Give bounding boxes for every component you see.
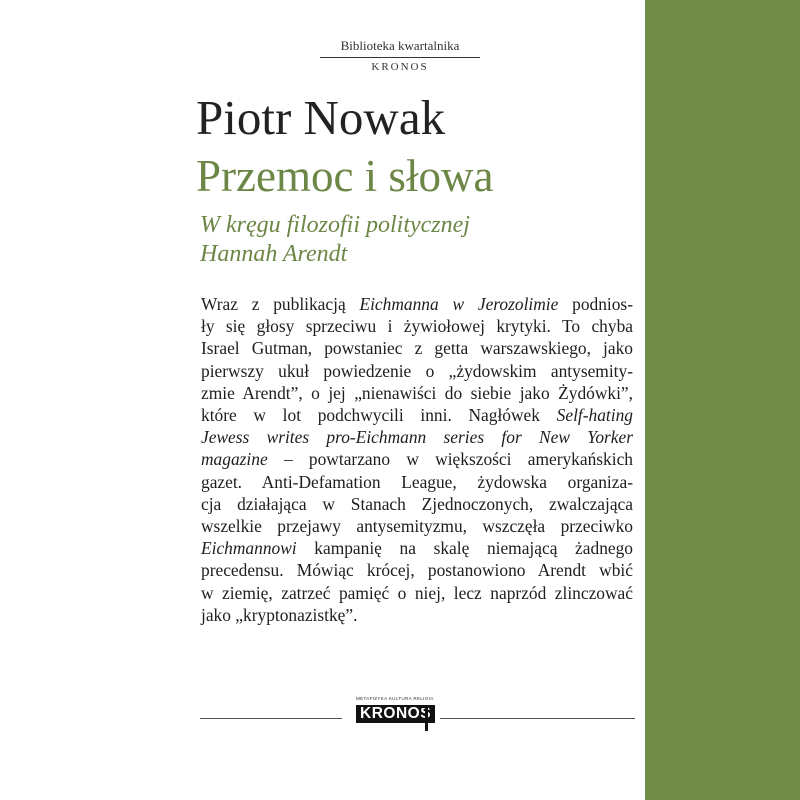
blurb-segment: Wraz z publikacją [201,294,360,314]
blurb-line [201,582,633,604]
blurb-italic-segment: Self-hating [556,405,633,426]
logo-bracket-mark [420,705,428,731]
publisher-rule-right [440,718,635,719]
blurb-text [201,293,633,626]
blurb-segment: pierwszy ukuł powiedzenie o „żydowskim antysemity- [201,360,633,381]
series-name: Biblioteka kwartalnika [340,38,460,53]
blurb-line [201,337,633,359]
blurb-segment: w ziemię, zatrzeć pamięć o niej, lecz naprzód zlinczować [201,582,633,603]
publisher-rule-left [200,718,342,719]
blurb-line [201,426,633,448]
blurb-italic-segment: Jewess writes pro-Eichmann series for New Yorker [201,427,633,448]
publisher-tagline: METAFIZYKA KULTURA RELIGIA [356,696,434,701]
blurb-segment: precedensu. Mówiąc krócej, postanowiono Arendt wbić [201,560,633,581]
publisher-logo-word: KRONOS [356,705,435,723]
blurb-italic-segment: Eichmanna w Jerozolimie [359,294,559,314]
publisher-logo [354,696,436,736]
blurb-line [201,604,633,626]
blurb-segment: kampanię na skalę niemającą żadnego [296,538,633,559]
series-brand: KRONOS [371,61,429,73]
series-header [320,38,480,74]
blurb-line [201,559,633,581]
author-name: Piotr Nowak [196,90,446,145]
blurb-segment: zmie Arendt”, o jej „nienawiści do siebie jako Żydówki”, [201,382,633,403]
blurb-segment: cja działająca w Stanach Zjednoczonych, zwalczająca [201,493,633,514]
blurb-segment: ły się głosy sprzeciwu i żywiołowej krytyki. To chyba [201,316,633,337]
blurb-segment: – powtarzano w większości amerykańskich [267,449,633,470]
book-title: Przemoc i słowa [196,151,494,201]
blurb-segment: gazet. Anti-Defamation League, żydowska organiza- [201,471,633,492]
blurb-italic-segment: Eichmannowi [201,538,297,559]
blurb-line [201,360,633,382]
blurb-segment: podnios- [558,294,633,314]
blurb-segment: które w lot podchwycili inni. Nagłówek [201,405,557,426]
blurb-line [201,515,633,537]
blurb-line [201,471,633,493]
blurb-line [201,448,633,470]
blurb-segment: Israel Gutman, powstaniec z getta warszawskiego, jako [201,338,633,359]
blurb-line [201,293,633,315]
blurb-line [201,493,633,515]
blurb-italic-segment: magazine [201,449,268,470]
blurb-segment: jako „kryptonazistkę”. [201,604,358,625]
subtitle-line: Hannah Arendt [200,241,348,267]
blurb-line [201,537,633,559]
blurb-line [201,382,633,404]
blurb-line [201,404,633,426]
book-subtitle [200,211,640,269]
green-side-band [645,0,800,800]
series-divider [320,57,480,58]
subtitle-line: W kręgu filozofii politycznej [200,212,470,238]
blurb-line [201,315,633,337]
blurb-segment: wszelkie przejawy antysemityzmu, wszczęła przeciwko [201,516,633,537]
